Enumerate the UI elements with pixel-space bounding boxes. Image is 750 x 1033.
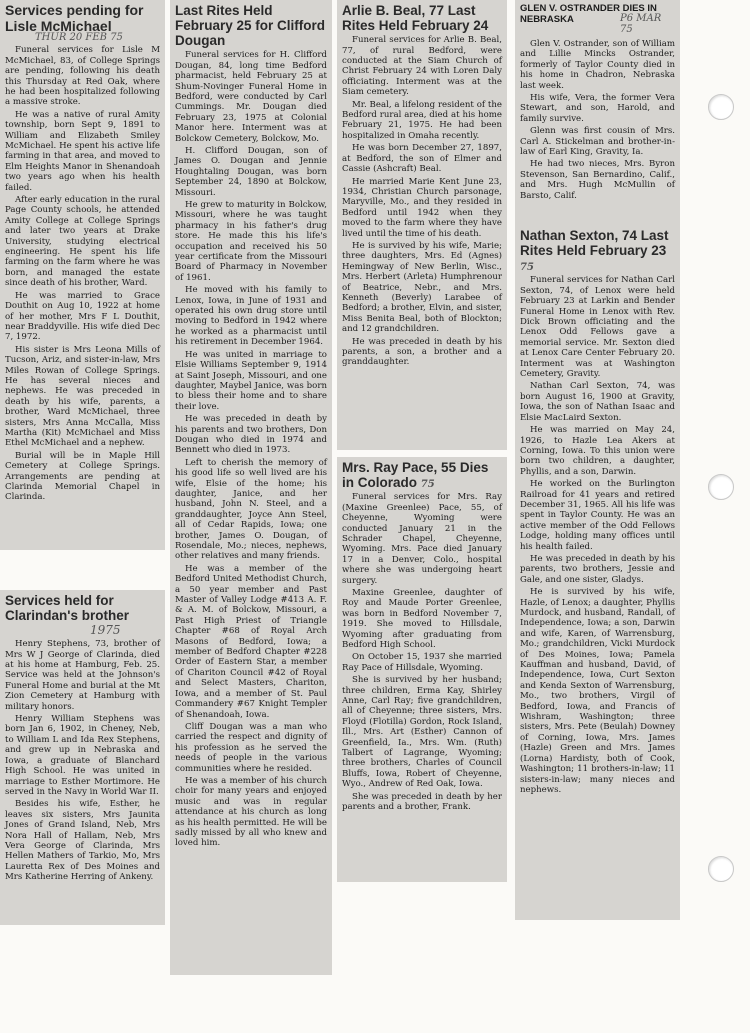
paragraph: Cliff Dougan was a man who carried the respect and dignity of his profession as he served the needs of people in the various communities where he resided. bbox=[175, 721, 327, 774]
clipping-body bbox=[520, 39, 675, 201]
paragraph: He was a native of rural Amity township, born Sept 9, 1891 to William and Elizabeth Smiley McMichael. He spent his active life farming in that area, and moved to Elm Heights Manor in Shenandoah two years ago when his health failed. bbox=[5, 109, 160, 193]
handwritten-date: P6 MAR 75 bbox=[620, 13, 662, 35]
paragraph: Glenn was first cousin of Mrs. Carl A. Stickelman and brother-in-law of Earl King, Gravity, Ia. bbox=[520, 126, 675, 158]
clipping-title-text: Nathan Sexton, 74 Last Rites Held February 23 bbox=[520, 228, 669, 259]
paragraph: He was a member of the Bedford United Methodist Church, a 50 year member and Past Master of Valley Lodge #413 A. F. & A. M. of Bolckow, Missouri, a Past High Priest of Triangle Chapter #68 of Royal Arch Masons of Bedford, Iowa; a member of Bedford Chapter #228 Order of Eastern Star, a member of Chariton Council #42 of Royal and Select Masters, Chariton, Iowa, and a member of St. Paul Commandery #67 Knight Templer of Shenandoah, Iowa. bbox=[175, 563, 327, 720]
paragraph: Funeral services for H. Clifford Dougan, 84, long time Bedford pharmacist, held February 25 at Shum-Novinger Funeral Home in Bedford, were conducted by Carl Cummings. Mr. Dougan died February 23, 1975 at Colonial Manor here. Interment was at Bolckow Cemetery, Bolckow, Mo. bbox=[175, 50, 327, 144]
handwritten-year: 75 bbox=[520, 262, 534, 274]
paragraph: Henry William Stephens was born Jan 6, 1902, in Cheney, Neb, to William L and Ida Rex Stephens, and grew up in Nebraska and Iowa, a graduate of Blanchard High School. He was united in marriage to Esther Mortimore. He served in the Navy in World War II. bbox=[5, 714, 160, 797]
paragraph: Burial will be in Maple Hill Cemetery at College Springs. Arrangements are pending at Clarinda Memorial Chapel in Clarinda. bbox=[5, 450, 160, 503]
paragraph: Nathan Carl Sexton, 74, was born August 16, 1900 at Gravity, Iowa, the son of Nathan Isaac and Elsie MacLaird Sexton. bbox=[520, 381, 675, 423]
paragraph: He was married on May 24, 1926, to Hazle Lea Akers at Corning, Iowa. To this union were born two children, a daughter, Phyllis, and a son, Darwin. bbox=[520, 425, 675, 477]
clipping-title-text: Mrs. Ray Pace, 55 Dies in Colorado bbox=[342, 460, 489, 491]
paragraph: Glen V. Ostrander, son of William and Lillie Mincks Ostrander, formerly of Taylor County died in his home in Chadron, Nebraska last week. bbox=[520, 39, 675, 91]
clipping-body bbox=[5, 45, 160, 502]
paragraph: H. Clifford Dougan, son of James O. Dougan and Jennie Houghtaling Dougan, was born September 24, 1890 at Bolckow, Missouri. bbox=[175, 145, 327, 198]
binder-hole-bottom bbox=[708, 856, 734, 882]
paragraph: Left to cherish the memory of his good life so well lived are his wife, Elsie of the home; his daughter, Janice, and her husband, John N. Steel, and a granddaughter, Joyce Ann Steel, all of Cedar Rapids, Iowa; one brother, James O. Dougan, of Rosendale, Mo.; nieces, nephews, other relatives and many friends. bbox=[175, 457, 327, 562]
paragraph: He moved with his family to Lenox, Iowa, in June of 1931 and operated his own drug store until moving to Bedford in 1942 where he worked as a pharmacist until his retirement in December 1964. bbox=[175, 285, 327, 348]
clipping-title: Last Rites Held February 25 for Clifford Dougan bbox=[175, 3, 326, 49]
paragraph: He was preceded in death by his parents, two brothers, Jessie and Gale, and one sister, Gladys. bbox=[520, 553, 675, 585]
binder-hole-top bbox=[708, 94, 734, 120]
paragraph: He had two nieces, Mrs. Byron Stevenson, San Bernardino, Calif., and Mrs. Hugh McMullin of Barsto, Calif. bbox=[520, 159, 675, 201]
paragraph: She is survived by her husband; three children, Erma Kay, Shirley Anne, Carl Ray; five grandchildren, all of Cheyenne; three sisters, Mrs. Floyd (Flotilla) Gordon, Rock Island, Ill., Mrs. Art (Esther) Cannon of Greenfield, Ia., Mrs. Wm. (Ruth) Talbert of Lagrange, Wyoming; three brothers, Charles of Council Bluffs, Iowa, Robert of Cheyenne, Wyo., Andrew of Red Oak, Iowa. bbox=[342, 675, 502, 790]
paragraph: Funeral services for Nathan Carl Sexton, 74, of Lenox were held February 23 at Larkin and Bender Funeral Home in Lenox with Rev. Dick Brown officiating and the Lenox Odd Fellows gave a memorial service. Mr. Sexton died at Lenox Care Center February 20. Interment was at Washington Cemetery, Gravity. bbox=[520, 275, 675, 380]
clipping-beal bbox=[337, 0, 507, 450]
clipping-title: Arlie B. Beal, 77 Last Rites Held February 24 bbox=[342, 3, 489, 34]
paragraph: He was preceded in death by his parents and two brothers, Don Dougan who died in 1974 and Bennett who died in 1973. bbox=[175, 414, 327, 456]
handwritten-year: 1975 bbox=[90, 623, 121, 638]
paragraph: Besides his wife, Esther, he leaves six sisters, Mrs Jaunita Jones of Grand Island, Neb, Mrs Nora Hall of Hallam, Neb, Mrs Vera George of Clarinda, Mrs Hellen Mathers of Tarkio, Mo, Mrs Lauretta Rex of Des Moines and Mrs Katherine Herring of Ankeny. bbox=[5, 799, 160, 883]
clipping-body bbox=[342, 35, 502, 368]
paragraph: Mr. Beal, a lifelong resident of the Bedford rural area, died at his home February 21, 1975. He had been hospitalized in Omaha recently. bbox=[342, 99, 502, 141]
handwritten-year: 75 bbox=[420, 479, 435, 491]
clipping-title: Services held for Clarindan's brother bbox=[5, 593, 129, 624]
paragraph: He married Marie Kent June 23, 1934, Christian Church parsonage, Maryville, Mo., and they resided in Bedford until 1942 when they moved to the farm where they have lived until the time of his death. bbox=[342, 176, 502, 239]
paragraph: His wife, Vera, the former Vera Stewart, and son, Harold, and family survive. bbox=[520, 93, 675, 124]
clipping-ostrander bbox=[515, 0, 680, 225]
clipping-dougan bbox=[170, 0, 332, 975]
clipping-mcmichael bbox=[0, 0, 165, 550]
clipping-title: GLEN V. OSTRANDER DIES IN NEBRASKA bbox=[520, 3, 657, 25]
clipping-body bbox=[175, 50, 327, 848]
paragraph: Funeral services for Mrs. Ray (Maxine Greenlee) Pace, 55, of Cheyenne, Wyoming were conducted January 21 in the Schrader Chapel, Cheyenne, Wyoming. Mrs. Pace died January 17 in a Denver, Colo., hospital where she was undergoing heart surgery. bbox=[342, 492, 502, 586]
paragraph: He is survived by his wife, Hazle, of Lenox; a daughter, Phyllis Murdock, and husband, Randall, of Independence, Iowa; a son, Darwin and wife, Karen, of Warrensburg, Mo.; grandchildren, Vicki Murdock of Des Moines, Iowa; Pamela Kauffman and husband, David, of Independence, Iowa, Curt Sexton and Kenda Sexton of Warrensburg, Mo., two brothers, Virgil of Bedford, Iowa, and Francis of Wishram, Washington; three sisters, Mrs. Pete (Beulah) Downey of Corning, Iowa, Mrs. James (Hazle) Green and Mrs. James (Lorna) Hardisty, both of Cook, Washington; 11 brothers-in-law; 11 sisters-in-law; many nieces and nephews. bbox=[520, 587, 675, 795]
paragraph: His sister is Mrs Leona Mills of Tucson, Ariz, and sister-in-law, Mrs Miles Rowan of College Springs. He has several nieces and nephews. He was preceded in death by his wife, parents, a brother, Ward McMichael, three sisters, Mrs Anna McCalla, Miss Martha (Kit) McMichael and Miss Ethel McMichael and a nephew. bbox=[5, 344, 160, 449]
clipping-body bbox=[520, 275, 675, 795]
paragraph: Maxine Greenlee, daughter of Roy and Maude Porter Greenlee, was born in Bedford November 7, 1919. She moved to Hillsdale, Wyoming after graduating from Bedford High School. bbox=[342, 587, 502, 650]
clipping-body bbox=[342, 492, 502, 812]
paragraph: He is survived by his wife, Marie; three daughters, Mrs. Ed (Agnes) Hemingway of New Berlin, Wisc., Mrs. Herbert (Arleta) Humphrenour of Beatrice, Nebr., and Mrs. Kenneth (Beverly) Larabee of Bedford; a brother, Elvin, and sister, Miss Benita Beal, both of Blockton; and 12 grandchildren. bbox=[342, 240, 502, 335]
clipping-title: Services pending for Lisle McMichael bbox=[5, 2, 144, 34]
paragraph: Funeral services for Arlie B. Beal, 77, of rural Bedford, were conducted at the Siam Church of Christ February 24 with Loren Daly officiating. Interment was at the Siam cemetery. bbox=[342, 35, 502, 98]
handwritten-date: THUR 20 FEB 75 bbox=[35, 32, 123, 44]
paragraph: He was preceded in death by his parents, a son, a brother and a granddaughter. bbox=[342, 336, 502, 368]
clipping-sexton bbox=[515, 225, 680, 920]
paragraph: He was born December 27, 1897, at Bedford, the son of Elmer and Cassie (Ashcraft) Beal. bbox=[342, 143, 502, 175]
clipping-title bbox=[520, 228, 675, 273]
paragraph: After early education in the rural Page County schools, he attended Amity College at College Springs and later two years at Drake University, studying electrical engineering. He spent his life farming on the farm where he was born, and managed the estate since death of his brother, Ward. bbox=[5, 195, 160, 289]
clipping-title bbox=[342, 460, 502, 490]
paragraph: He was married to Grace Douthit on Aug 10, 1922 at home of her mother, Mrs F L Douthit, near Braddyville. His wife died Dec 7, 1972. bbox=[5, 290, 160, 343]
paragraph: She was preceded in death by her parents and a brother, Frank. bbox=[342, 791, 502, 813]
clipping-body bbox=[5, 639, 160, 882]
clipping-stephens bbox=[0, 590, 165, 925]
paragraph: Henry Stephens, 73, brother of Mrs W J George of Clarinda, died at his home at Hamburg, Feb. 25. Service was held at the Johnson's Funeral Home and burial at the Mt Zion Cemetery at Hamburg with military honors. bbox=[5, 639, 160, 712]
paragraph: He worked on the Burlington Railroad for 41 years and retired December 31, 1965. All his life was spent in Taylor County. He was an active member of the Odd Fellows Lodge, holding many offices until his health failed. bbox=[520, 479, 675, 552]
binder-hole-middle bbox=[708, 474, 734, 500]
paragraph: He was united in marriage to Elsie Williams September 9, 1914 at Saint Joseph, Missouri, and one daughter, Maybel Janice, was born to bless their home and to share their love. bbox=[175, 349, 327, 412]
clipping-pace bbox=[337, 457, 507, 882]
paragraph: Funeral services for Lisle M McMichael, 83, of College Springs are pending, following his death this Thursday at Red Oak, where he had been hospitalized following a massive stroke. bbox=[5, 45, 160, 108]
paragraph: He grew to maturity in Bolckow, Missouri, where he was taught pharmacy in his father's drug store. He made this his life's occupation and received his 50 year certificate from the Missouri Board of Pharmacy in November of 1961. bbox=[175, 200, 327, 283]
paragraph: He was a member of his church choir for many years and enjoyed music and was in regular attendance at his church as long as his health permitted. He will be sadly missed by all who knew and loved him. bbox=[175, 775, 327, 849]
paragraph: On October 15, 1937 she married Ray Pace of Hillsdale, Wyoming. bbox=[342, 652, 502, 673]
